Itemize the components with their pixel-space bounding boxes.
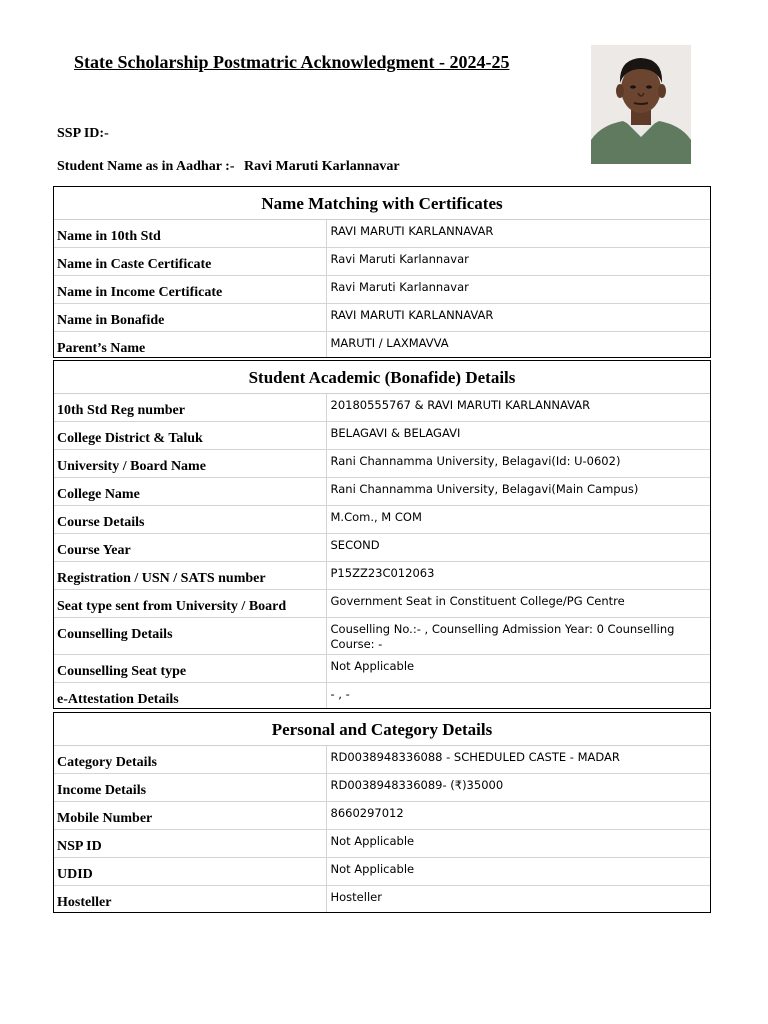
field-value: Not Applicable xyxy=(326,654,710,682)
table-row xyxy=(54,746,710,773)
table-row xyxy=(54,589,710,617)
table-row xyxy=(54,561,710,589)
ssp-id-row xyxy=(57,126,109,142)
ssp-id-label: SSP ID:- xyxy=(57,126,109,141)
name-matching-table xyxy=(54,220,710,357)
field-label: Name in Caste Certificate xyxy=(54,247,326,275)
field-value: Not Applicable xyxy=(326,829,710,857)
table-row xyxy=(54,533,710,561)
field-value: Rani Channamma University, Belagavi(Main Campus) xyxy=(326,477,710,505)
table-row xyxy=(54,617,710,654)
personal-table xyxy=(54,746,710,912)
personal-heading: Personal and Category Details xyxy=(54,713,710,746)
field-label: Category Details xyxy=(54,746,326,773)
table-row xyxy=(54,829,710,857)
academic-table xyxy=(54,394,710,708)
academic-section xyxy=(53,360,711,709)
field-value: Not Applicable xyxy=(326,857,710,885)
field-value: MARUTI / LAXMAVVA xyxy=(326,331,710,357)
field-value: SECOND xyxy=(326,533,710,561)
field-label: University / Board Name xyxy=(54,449,326,477)
field-value: Hosteller xyxy=(326,885,710,912)
personal-section xyxy=(53,712,711,913)
field-label: Registration / USN / SATS number xyxy=(54,561,326,589)
field-label: Name in Income Certificate xyxy=(54,275,326,303)
table-row xyxy=(54,477,710,505)
table-row xyxy=(54,654,710,682)
field-value: RD0038948336088 - SCHEDULED CASTE - MADAR xyxy=(330,750,620,764)
name-matching-heading: Name Matching with Certificates xyxy=(54,187,710,220)
field-label: Mobile Number xyxy=(54,801,326,829)
field-label: Course Details xyxy=(54,505,326,533)
student-name-row xyxy=(57,159,400,175)
field-label: 10th Std Reg number xyxy=(54,394,326,421)
field-value: Rani Channamma University, Belagavi(Id: U-0602) xyxy=(326,449,710,477)
table-row xyxy=(54,505,710,533)
field-label: Parent’s Name xyxy=(54,331,326,357)
table-row xyxy=(54,421,710,449)
table-row xyxy=(54,773,710,801)
table-row xyxy=(54,857,710,885)
field-value: Couselling No.:- , Counselling Admission Year: 0 Counselling Course: - xyxy=(326,617,710,654)
student-name-value: Ravi Maruti Karlannavar xyxy=(244,159,400,174)
field-label: Seat type sent from University / Board xyxy=(54,589,326,617)
student-photo xyxy=(591,45,691,164)
student-photo-icon xyxy=(591,45,691,164)
field-label: e-Attestation Details xyxy=(54,682,326,708)
name-matching-section xyxy=(53,186,711,358)
field-value: RAVI MARUTI KARLANNAVAR xyxy=(326,303,710,331)
field-value: RAVI MARUTI KARLANNAVAR xyxy=(330,224,494,238)
field-value: 20180555767 & RAVI MARUTI KARLANNAVAR xyxy=(330,398,591,412)
field-label: Name in Bonafide xyxy=(54,303,326,331)
table-row xyxy=(54,801,710,829)
field-label: Course Year xyxy=(54,533,326,561)
field-label: College District & Taluk xyxy=(54,421,326,449)
page-title: State Scholarship Postmatric Acknowledgment - 2024-25 xyxy=(74,52,510,72)
field-value: Ravi Maruti Karlannavar xyxy=(326,275,710,303)
field-value: RD0038948336089- (₹)35000 xyxy=(326,773,710,801)
table-row xyxy=(54,220,710,247)
field-value: Government Seat in Constituent College/PG Centre xyxy=(326,589,710,617)
field-label: UDID xyxy=(54,857,326,885)
field-value: Ravi Maruti Karlannavar xyxy=(326,247,710,275)
field-value: - , - xyxy=(326,682,710,708)
table-row xyxy=(54,275,710,303)
academic-heading: Student Academic (Bonafide) Details xyxy=(54,361,710,394)
table-row xyxy=(54,682,710,708)
field-value: 8660297012 xyxy=(326,801,710,829)
field-value: BELAGAVI & BELAGAVI xyxy=(326,421,710,449)
field-label: Hosteller xyxy=(54,885,326,912)
field-label: NSP ID xyxy=(54,829,326,857)
table-row xyxy=(54,394,710,421)
field-value: M.Com., M COM xyxy=(326,505,710,533)
field-value: P15ZZ23C012063 xyxy=(326,561,710,589)
table-row xyxy=(54,331,710,357)
field-label: College Name xyxy=(54,477,326,505)
table-row xyxy=(54,885,710,912)
table-row xyxy=(54,303,710,331)
student-name-label: Student Name as in Aadhar :- xyxy=(57,159,235,174)
table-row xyxy=(54,247,710,275)
field-label: Counselling Details xyxy=(54,617,326,654)
field-label: Counselling Seat type xyxy=(54,654,326,682)
table-row xyxy=(54,449,710,477)
field-label: Income Details xyxy=(54,773,326,801)
field-label: Name in 10th Std xyxy=(54,220,326,247)
